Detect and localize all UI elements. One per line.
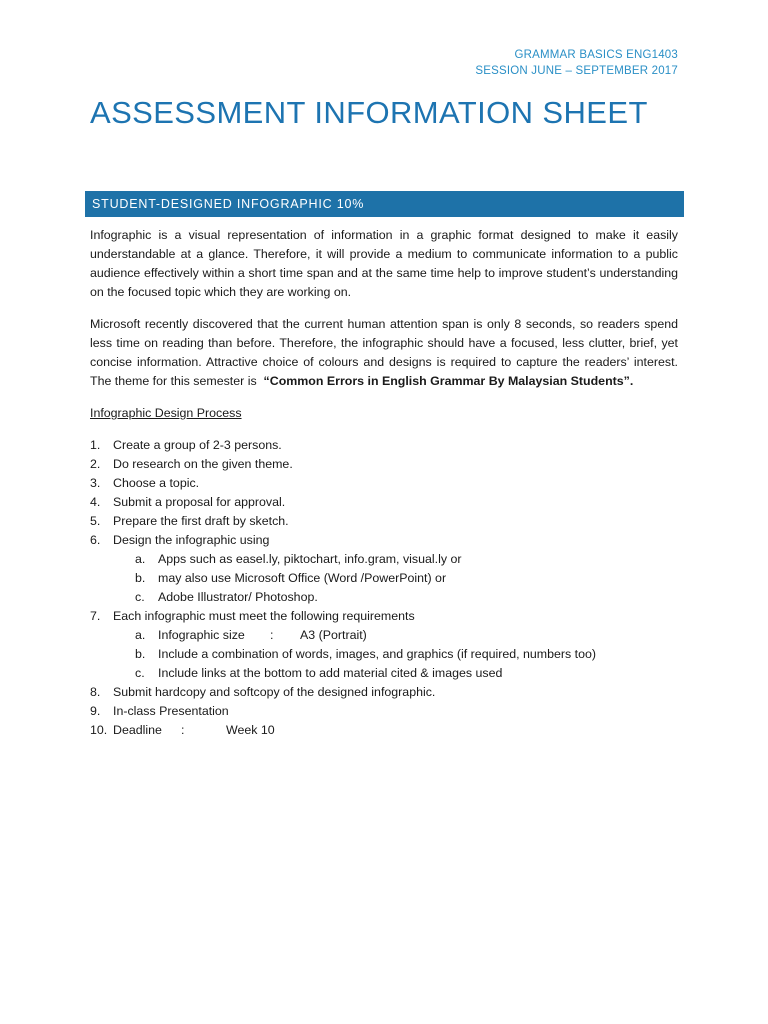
size-label: Infographic size (158, 628, 245, 642)
list-item: 2. Do research on the given theme. (90, 457, 293, 471)
list-item: 1. Create a group of 2-3 persons. (90, 438, 282, 452)
size-value: A3 (Portrait) (300, 628, 367, 642)
list-item: 3. Choose a topic. (90, 476, 200, 490)
sub-list-item: c. Adobe Illustrator/ Photoshop. (135, 590, 318, 604)
list-item: 9. In-class Presentation (90, 704, 229, 718)
list-item: 4. Submit a proposal for approval. (90, 495, 286, 509)
sub-list-item: a. Infographic size : A3 (Portrait) (113, 626, 678, 645)
sub-list-item: b. may also use Microsoft Office (Word /PowerPoint) or (135, 571, 447, 585)
design-tools-sublist (113, 550, 678, 607)
requirements-sublist (113, 626, 678, 683)
section-banner: STUDENT-DESIGNED INFOGRAPHIC 10% (85, 191, 684, 217)
theme-paragraph-text: Microsoft recently discovered that the current human attention span is only 8 seconds, so readers spend less time on reading than before. Therefore, the infographic should have a focused, less clutter, brief, yet concise information. Attractive choice of colours and designs is required to capture the readers’ interest. The theme for this semester is (90, 317, 678, 388)
sub-list-item: c. Include links at the bottom to add material cited & images used (135, 666, 503, 680)
deadline-item: 10. Deadline : Week 10 (90, 721, 678, 740)
document-body (90, 226, 678, 740)
theme-title: “Common Errors in English Grammar By Malaysian Students”. (263, 374, 634, 388)
sub-list-item: a. Apps such as easel.ly, piktochart, info.gram, visual.ly or (135, 552, 462, 566)
document-title: ASSESSMENT INFORMATION SHEET (90, 95, 648, 130)
list-item: 5. Prepare the first draft by sketch. (90, 514, 289, 528)
deadline-value: Week 10 (226, 723, 275, 737)
process-steps-list (90, 436, 678, 740)
theme-paragraph (90, 315, 678, 391)
list-item: 6. Design the infographic using a. Apps such as easel.ly, piktochart, info.gram, visual.ly or b. may also use Microsoft Office (Word /PowerPoint) or c. Adobe Illustrator/ Photoshop. (90, 531, 678, 607)
sub-list-item: b. Include a combination of words, images, and graphics (if required, numbers too) (135, 647, 597, 661)
session-dates: SESSION JUNE – SEPTEMBER 2017 (475, 65, 678, 77)
intro-paragraph: Infographic is a visual representation of information in a graphic format designed to make it easily understandable at a glance. Therefore, it will provide a medium to communicate information to a public audience effectively within a short time span and at the same time help to improve student’s understanding on the focused topic which they are working on. (90, 228, 678, 299)
header-info (475, 47, 678, 79)
deadline-label: Deadline (113, 723, 162, 737)
process-heading: Infographic Design Process (90, 406, 242, 420)
list-item: 8. Submit hardcopy and softcopy of the designed infographic. (90, 685, 436, 699)
course-code: GRAMMAR BASICS ENG1403 (514, 49, 678, 61)
list-item: 7. Each infographic must meet the following requirements a. Infographic size : A3 (Portrait) b. Include a combination of words, images, and graphics (if required, numbers too) c. Include links at the bottom to add material cited & images used (90, 607, 678, 683)
